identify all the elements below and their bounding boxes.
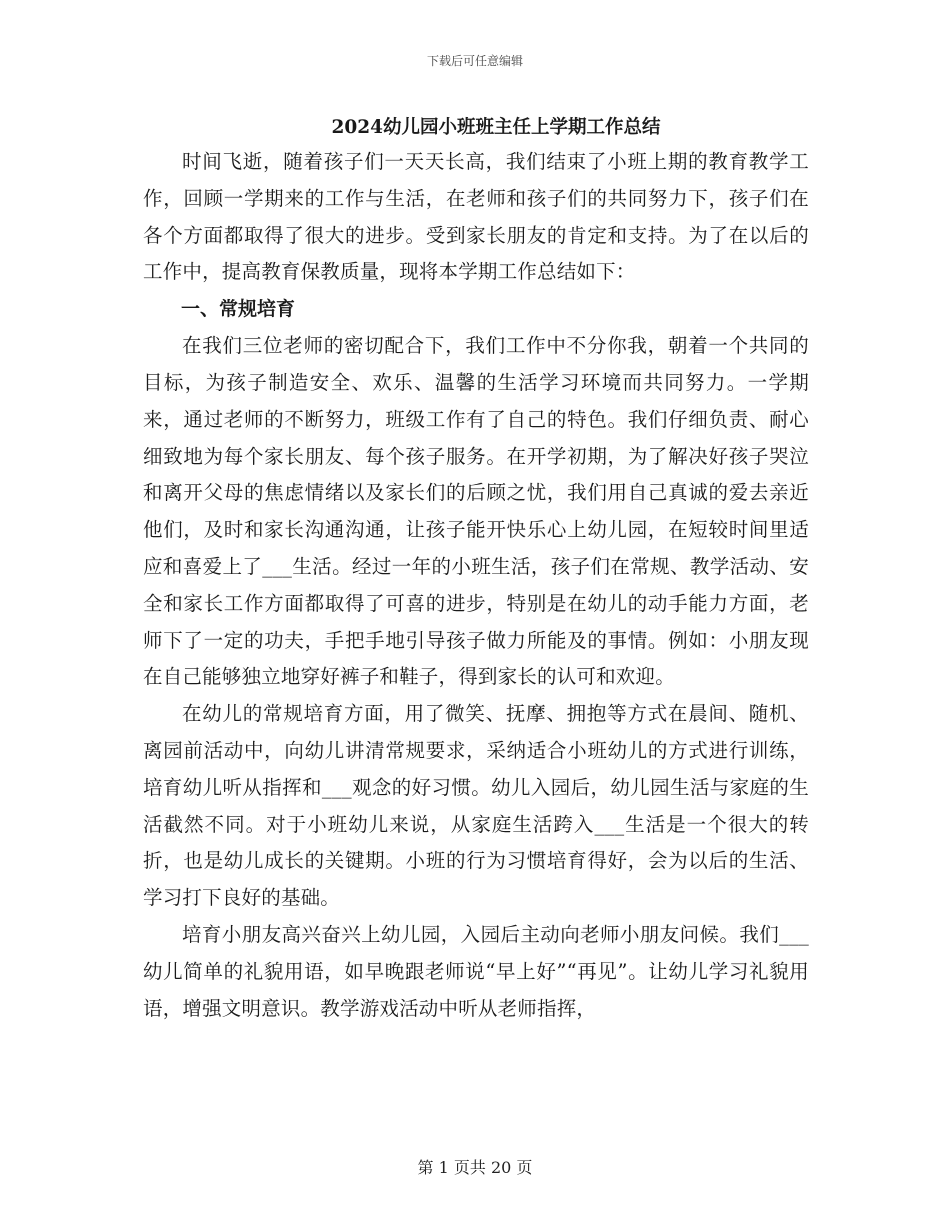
body-paragraph: 培育小朋友高兴奋兴上幼儿园，入园后主动向老师小朋友问候。我们___幼儿简单的礼貌用语，如早晚跟老师说“早上好”“再见”。让幼儿学习礼貌用语，增强文明意识。教学游戏活动中听从老师指挥， [143,922,809,1020]
document-body [143,112,809,1027]
document-title: 2024幼儿园小班班主任上学期工作总结 [331,117,661,138]
intro-paragraph: 时间飞逝，随着孩子们一天天长高，我们结束了小班上期的教育教学工作，回顾一学期来的工作与生活，在老师和孩子们的共同努力下，孩子们在各个方面都取得了很大的进步。受到家长朋友的肯定和支持。为了在以后的工作中，提高教育保教质量，现将本学期工作总结如下： [143,150,809,284]
header-note: 下载后可任意编辑 [426,54,523,68]
body-paragraph: 在幼儿的常规培育方面，用了微笑、抚摩、拥抱等方式在晨间、随机、离园前活动中，向幼儿讲清常规要求，采纳适合小班幼儿的方式进行训练，培育幼儿听从指挥和___观念的好习惯。幼儿入园后，幼儿园生活与家庭的生活截然不同。对于小班幼儿来说，从家庭生活跨入___生活是一个很大的转折，也是幼儿成长的关键期。小班的行为习惯培育得好，会为以后的生活、学习打下良好的基础。 [143,702,809,910]
page-number: 第 1 页共 20 页 [417,1158,533,1177]
section-heading: 一、常规培育 [181,298,296,321]
body-paragraph: 在我们三位老师的密切配合下，我们工作中不分你我，朝着一个共同的目标，为孩子制造安全、欢乐、温馨的生活学习环境而共同努力。一学期来，通过老师的不断努力，班级工作有了自己的特色。我们仔细负责、耐心细致地为每个家长朋友、每个孩子服务。在开学初期，为了解决好孩子哭泣和离开父母的焦虑情绪以及家长们的后顾之忧，我们用自己真诚的爱去亲近他们，及时和家长沟通沟通，让孩子能开快乐心上幼儿园，在短较时间里适应和喜爱上了___生活。经过一年的小班生活，孩子们在常规、教学活动、安全和家长工作方面都取得了可喜的进步，特别是在幼儿的动手能力方面，老师下了一定的功夫，手把手地引导孩子做力所能及的事情。例如：小朋友现在自己能够独立地穿好裤子和鞋子，得到家长的认可和欢迎。 [143,334,809,689]
